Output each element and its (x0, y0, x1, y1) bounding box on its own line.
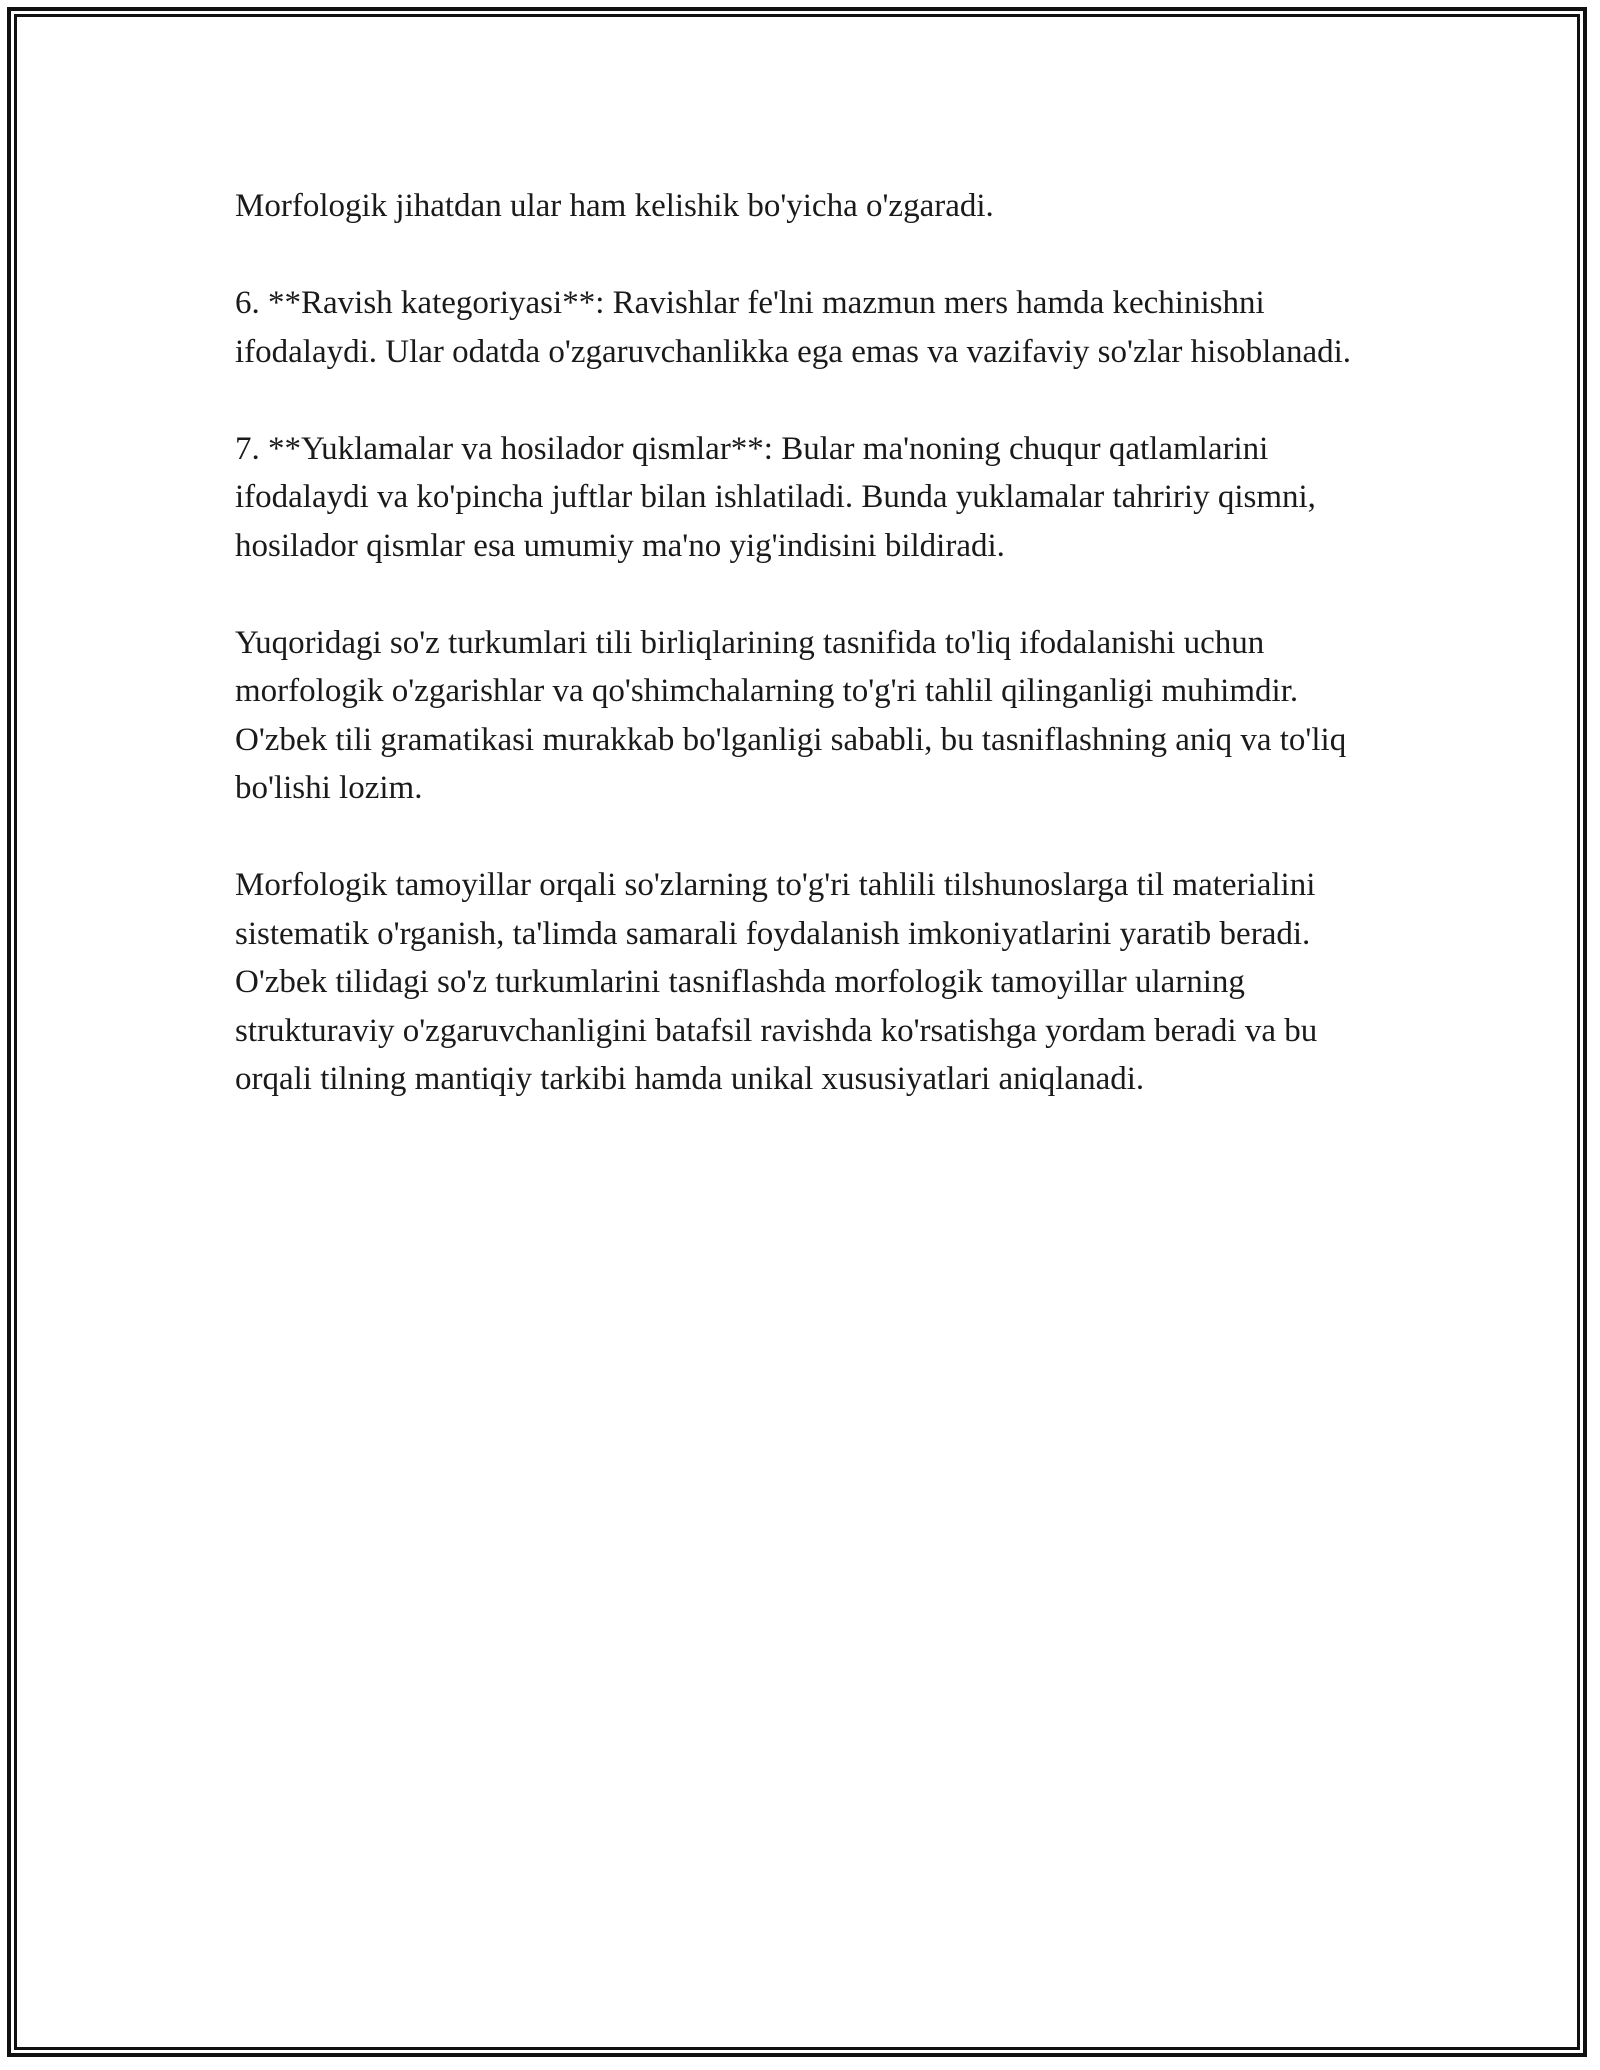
paragraph-1: Morfologik jihatdan ular ham kelishik bo'yicha o'zgaradi. (235, 188, 994, 224)
paragraph-morfologik-tamoyillar: Morfologik tamoyillar orqali so'zlarning to'g'ri tahlili tilshunoslarga til materialini sistematik o'rganish, ta'limda samarali foydalanish imkoniyatlarini yaratib beradi. O'zbek tilidagi so'z turkumlarini tasniflashda morfologik tamoyillar ularning strukturaviy o'zgaruvchanligini batafsil ravishda ko'rsatishga yordam beradi va bu orqali tilning mantiqiy tarkibi hamda unikal xususiyatlari aniqlanadi. (235, 867, 1318, 1097)
paragraph-yuklamalar: 7. **Yuklamalar va hosilador qismlar**: Bular ma'noning chuqur qatlamlarini ifodalaydi va ko'pincha juftlar bilan ishlatiladi. Bunda yuklamalar tahririy qismni, hosilador qismlar esa umumiy ma'no yig'indisini bildiradi. (235, 430, 1316, 564)
paragraph-ravish-kategoriyasi: 6. **Ravish kategoriyasi**: Ravishlar fe'lni mazmun mers hamda kechinishni ifodalaydi. Ular odatda o'zgaruvchanlikka ega emas va vazifaviy so'zlar hisoblanadi. (235, 285, 1352, 370)
paragraph-yuqoridagi: Yuqoridagi so'z turkumlari tili birliqlarining tasnifida to'liq ifodalanishi uchun morfologik o'zgarishlar va qo'shimchalarning to'g'ri tahlil qilinganligi muhimdir. O'zbek tili gramatikasi murakkab bo'lganligi sababli, bu tasniflashning aniq va to'liq bo'lishi lozim. (235, 624, 1347, 806)
document-body (235, 182, 1375, 1152)
